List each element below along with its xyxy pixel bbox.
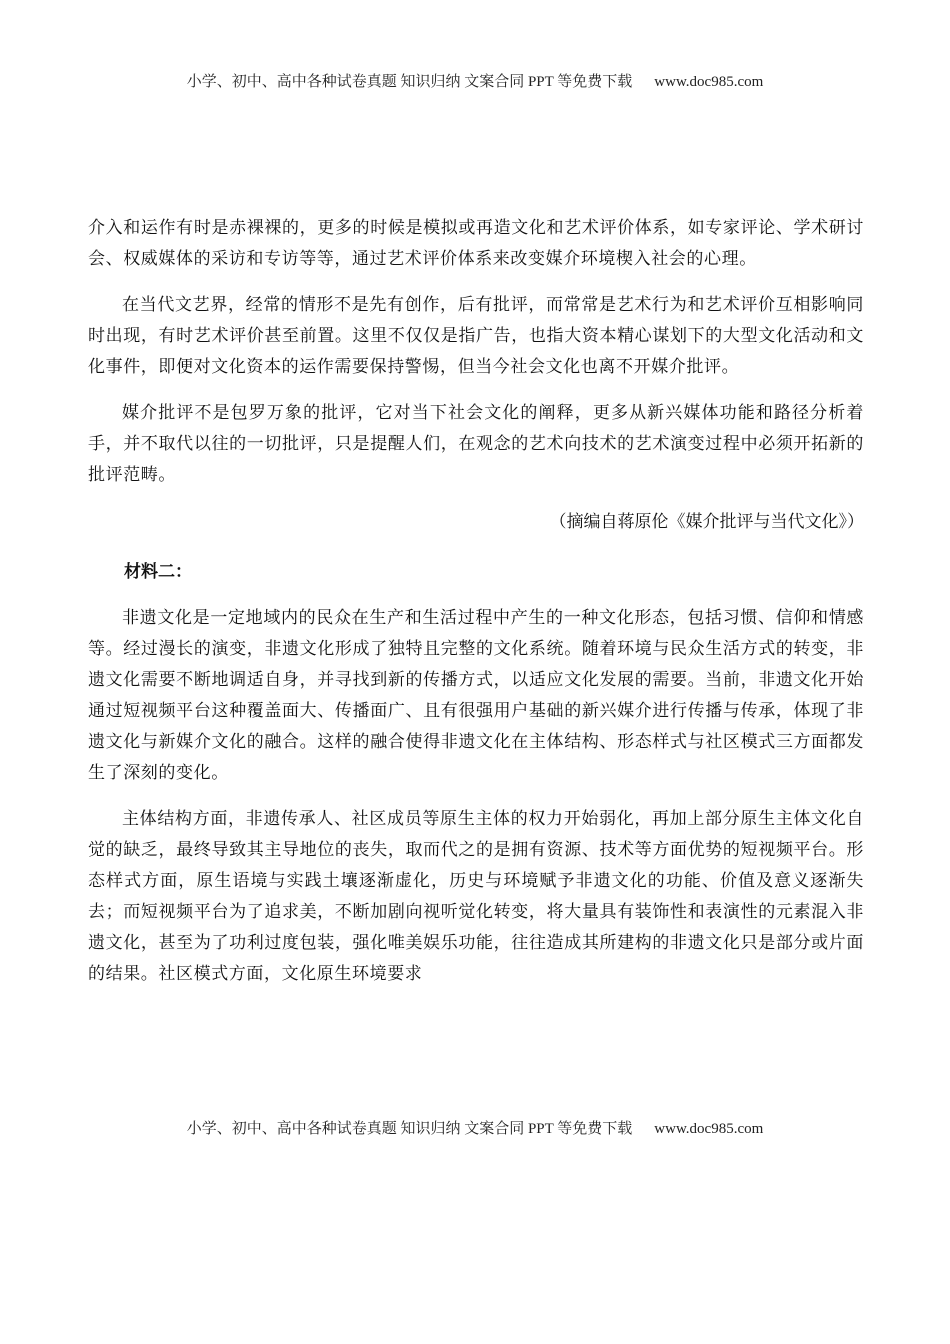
document-body [88,213,864,990]
paragraph: 在当代文艺界，经常的情形不是先有创作，后有批评，而常常是艺术行为和艺术评价互相影响同时出现，有时艺术评价甚至前置。这里不仅仅是指广告，也指大资本精心谋划下的大型文化活动和文化事件，即便对文化资本的运作需要保持警惕，但当今社会文化也离不开媒介批评。 [88,295,864,377]
page-footer [0,1117,950,1138]
header-site-link[interactable]: www.doc985.com [654,74,764,90]
footer-site-link[interactable]: www.doc985.com [654,1121,764,1137]
page-header [0,70,950,91]
header-text: 小学、初中、高中各种试卷真题 知识归纳 文案合同 PPT 等免费下载 [186,74,633,90]
source-citation: （摘编自蒋原伦《媒介批评与当代文化》） [549,512,864,532]
footer-text: 小学、初中、高中各种试卷真题 知识归纳 文案合同 PPT 等免费下载 [186,1121,633,1137]
paragraph: 非遗文化是一定地域内的民众在生产和生活过程中产生的一种文化形态，包括习惯、信仰和情感等。经过漫长的演变，非遗文化形成了独特且完整的文化系统。随着环境与民众生活方式的转变，非遗文化需要不断地调适自身，并寻找到新的传播方式，以适应文化发展的需要。当前，非遗文化开始通过短视频平台这种覆盖面大、传播面广、且有很强用户基础的新兴媒介进行传播与传承，体现了非遗文化与新媒介文化的融合。这样的融合使得非遗文化在主体结构、形态样式与社区模式三方面都发生了深刻的变化。 [88,608,864,783]
material-two-heading: 材料二： [124,562,192,581]
paragraph-continued: 介入和运作有时是赤裸裸的，更多的时候是模拟或再造文化和艺术评价体系，如专家评论、学术研讨会、权威媒体的采访和专访等等，通过艺术评价体系来改变媒介环境楔入社会的心理。 [88,218,864,269]
paragraph: 媒介批评不是包罗万象的批评，它对当下社会文化的阐释，更多从新兴媒体功能和路径分析着手，并不取代以往的一切批评，只是提醒人们，在观念的艺术向技术的艺术演变过程中必须开拓新的批评范畴。 [88,403,864,485]
paragraph: 主体结构方面，非遗传承人、社区成员等原生主体的权力开始弱化，再加上部分原生主体文化自觉的缺乏，最终导致其主导地位的丧失，取而代之的是拥有资源、技术等方面优势的短视频平台。形态样式方面，原生语境与实践土壤逐渐虚化，历史与环境赋予非遗文化的功能、价值及意义逐渐失去；而短视频平台为了追求美，不断加剧向视听觉化转变，将大量具有装饰性和表演性的元素混入非遗文化，甚至为了功利过度包装，强化唯美娱乐功能，往往造成其所建构的非遗文化只是部分或片面的结果。社区模式方面，文化原生环境要求 [88,809,864,984]
